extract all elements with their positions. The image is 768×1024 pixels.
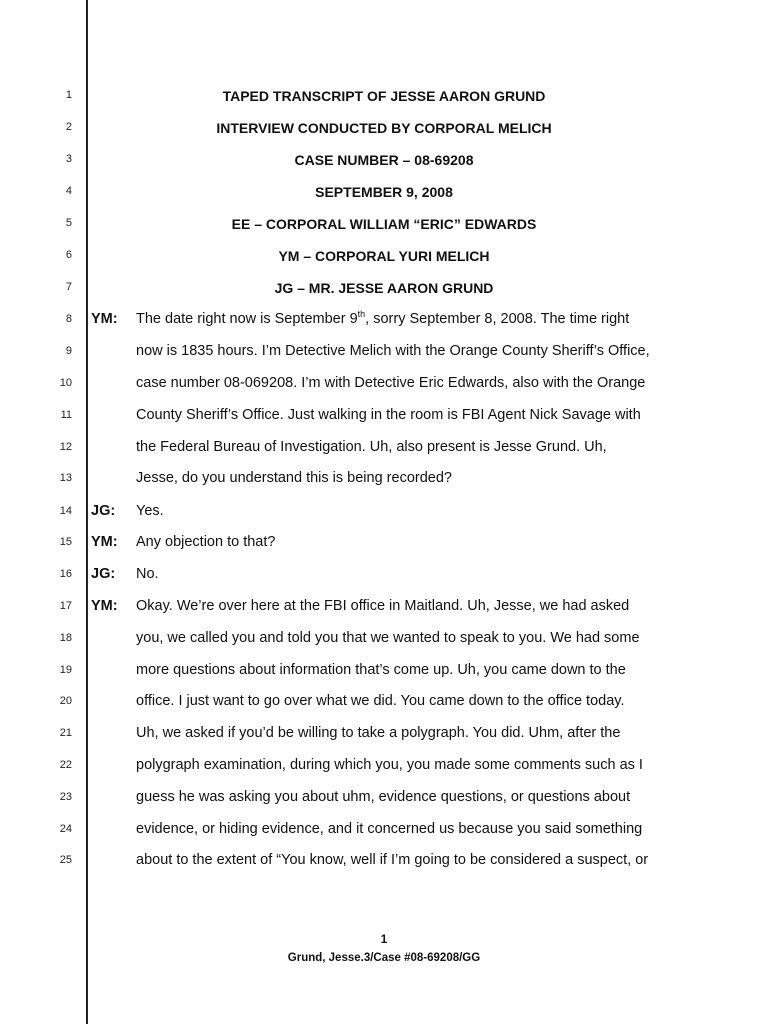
transcript-line	[0, 626, 768, 658]
line-text: Uh, we asked if you’d be willing to take a polygraph. You did. Uhm, after the	[136, 725, 621, 741]
transcript-line	[0, 435, 768, 467]
line-text: case number 08-069208. I’m with Detective Eric Edwards, also with the Orange	[136, 375, 646, 391]
line-number: 4	[65, 185, 72, 197]
transcript-line	[0, 371, 768, 403]
line-number: 13	[59, 472, 72, 484]
line-number: 16	[59, 568, 72, 580]
line-number: 7	[65, 281, 72, 293]
line-number: 9	[65, 345, 72, 357]
line-number: 5	[65, 217, 72, 229]
page-number: 1	[380, 932, 388, 946]
line-text: you, we called you and told you that we wanted to speak to you. We had some	[136, 630, 640, 646]
line-number: 24	[59, 823, 72, 835]
header-text: INTERVIEW CONDUCTED BY CORPORAL MELICH	[216, 120, 552, 136]
case-reference: Grund, Jesse.3/Case #08-69208/GG	[287, 952, 481, 964]
line-text: polygraph examination, during which you, you made some comments such as I	[136, 757, 643, 773]
speaker-label: YM:	[91, 311, 118, 327]
transcript-line	[0, 785, 768, 817]
transcript-line	[0, 466, 768, 498]
line-number: 25	[59, 854, 72, 866]
header-text: YM – CORPORAL YURI MELICH	[278, 248, 490, 264]
line-text	[136, 311, 629, 327]
line-text: No.	[136, 566, 159, 582]
line-number: 1	[65, 89, 72, 101]
speaker-label: YM:	[91, 598, 118, 614]
line-number: 17	[59, 600, 72, 612]
line-number: 22	[59, 759, 72, 771]
line-number: 15	[59, 536, 72, 548]
transcript-line	[0, 499, 768, 531]
line-number: 10	[59, 377, 72, 389]
line-text: about to the extent of “You know, well if I’m going to be considered a suspect, or	[136, 852, 649, 868]
line-text: now is 1835 hours. I’m Detective Melich with the Orange County Sheriff’s Office,	[136, 343, 650, 359]
line-text: Okay. We’re over here at the FBI office in Maitland. Uh, Jesse, we had asked	[136, 598, 630, 614]
line-number: 20	[59, 695, 72, 707]
header-line	[0, 243, 768, 275]
line-text: guess he was asking you about uhm, evidence questions, or questions about	[136, 789, 631, 805]
line-number: 6	[65, 249, 72, 261]
line-number: 8	[65, 313, 72, 325]
line-number: 18	[59, 632, 72, 644]
transcript-line	[0, 530, 768, 562]
speaker-label: YM:	[91, 534, 118, 550]
line-text: Jesse, do you understand this is being recorded?	[136, 470, 452, 486]
ordinal-suffix: th	[357, 309, 366, 320]
header-line	[0, 211, 768, 243]
header-line	[0, 275, 768, 307]
transcript-line	[0, 658, 768, 690]
line-number: 19	[59, 664, 72, 676]
header-text: SEPTEMBER 9, 2008	[315, 184, 453, 200]
header-line	[0, 179, 768, 211]
line-text: Any objection to that?	[136, 534, 276, 550]
header-line	[0, 115, 768, 147]
transcript-line	[0, 562, 768, 594]
line-number: 3	[65, 153, 72, 165]
line-text: more questions about information that’s come up. Uh, you came down to the	[136, 662, 626, 678]
header-text: JG – MR. JESSE AARON GRUND	[274, 280, 494, 296]
transcript-line	[0, 403, 768, 435]
line-number: 21	[59, 727, 72, 739]
header-line	[0, 147, 768, 179]
line-text: Yes.	[136, 503, 164, 519]
line-text: evidence, or hiding evidence, and it concerned us because you said something	[136, 821, 643, 837]
line-number: 12	[59, 441, 72, 453]
speaker-label: JG:	[91, 503, 116, 519]
transcript-line	[0, 689, 768, 721]
transcript-line	[0, 753, 768, 785]
line-number: 23	[59, 791, 72, 803]
header-line	[0, 83, 768, 115]
line-text: the Federal Bureau of Investigation. Uh, also present is Jesse Grund. Uh,	[136, 439, 607, 455]
line-number: 11	[60, 409, 72, 421]
header-text: TAPED TRANSCRIPT OF JESSE AARON GRUND	[222, 88, 546, 104]
line-text: office. I just want to go over what we did. You came down to the office today.	[136, 693, 625, 709]
header-text: CASE NUMBER – 08-69208	[294, 152, 474, 168]
line-text-part: The date right now is September 9	[136, 311, 358, 327]
transcript-line	[0, 817, 768, 849]
transcript-line	[0, 339, 768, 371]
transcript-line	[0, 307, 768, 339]
transcript-line	[0, 848, 768, 880]
header-text: EE – CORPORAL WILLIAM “ERIC” EDWARDS	[231, 216, 537, 232]
line-number: 14	[59, 505, 72, 517]
transcript-line	[0, 721, 768, 753]
line-text: County Sheriff’s Office. Just walking in the room is FBI Agent Nick Savage with	[136, 407, 641, 423]
line-number: 2	[65, 121, 72, 133]
speaker-label: JG:	[91, 566, 116, 582]
transcript-line	[0, 594, 768, 626]
line-text-part: , sorry September 8, 2008. The time right	[365, 311, 630, 327]
